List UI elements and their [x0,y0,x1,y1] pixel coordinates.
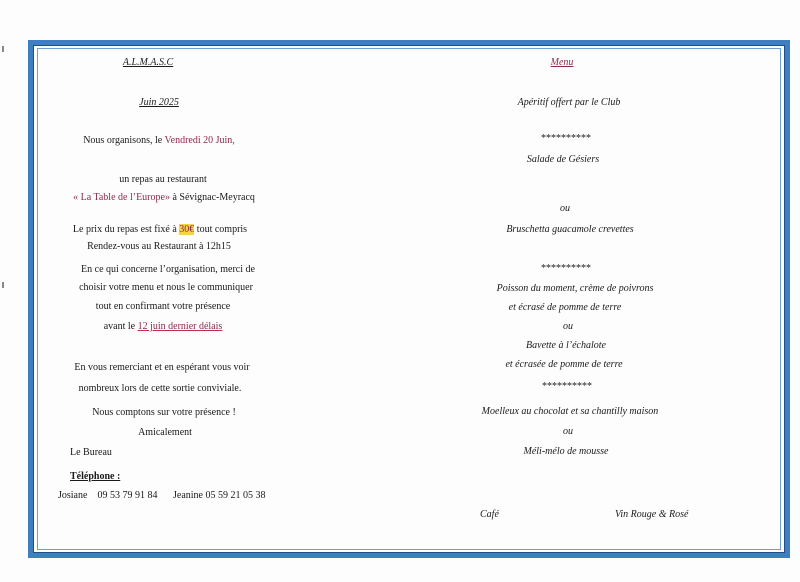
dessert-2: Méli-mélo de mousse [523,446,609,457]
event-date: Vendredi 20 Juin, [164,135,235,146]
main-1-line-1: Poisson du moment, crème de poivrons [496,283,654,294]
deadline-label: avant le [103,321,138,332]
price-suffix: tout compris [194,224,248,235]
scan-mark [2,282,4,288]
menu-title: Menu [550,57,574,68]
organisation-text-1: En ce qui concerne l’organisation, merci de [81,264,255,275]
organisation-text-3: tout en confirmant votre présence [95,301,231,312]
main-1-line-2: et écrasé de pomme de terre [508,302,622,313]
restaurant-name: « La Table de l’Europe» [73,192,170,203]
presence-text: Nous comptons sur votre présence ! [92,407,236,418]
event-announcement [83,135,235,147]
starter-1: Salade de Gésiers [526,154,600,165]
page-frame-inner [37,48,781,550]
wine: Vin Rouge & Rosé [615,509,689,520]
main-2-line-2: et écrasée de pomme de terre [505,359,623,370]
phone-label: Téléphone : [70,471,121,482]
organisation-text-2: choisir votre menu et nous le communiquer [79,282,253,293]
deadline-date: 12 juin dernier délais [137,321,223,332]
phone-josiane: Josiane 09 53 79 91 84 [58,490,158,501]
meeting-time: Rendez-vous au Restaurant à 12h15 [87,241,231,252]
price-line [73,224,247,236]
or-text: ou [563,321,573,332]
coffee: Café [480,509,499,520]
thanks-text-2: nombreux lors de cette sortie conviviale. [78,383,242,394]
phone-jeanine: Jeanine 05 59 21 05 38 [173,490,266,501]
separator: ********** [541,263,591,274]
thanks-text-1: En vous remerciant et en espérant vous voir [74,362,250,373]
separator: ********** [542,381,592,392]
separator: ********** [541,133,591,144]
starter-2: Bruschetta guacamole crevettes [506,224,634,235]
price-value: 30€ [179,224,195,235]
signature: Le Bureau [70,447,112,458]
price-label: Le prix du repas est fixé à [72,224,180,235]
announcement-text: Nous organisons, le [83,135,165,146]
scan-mark [2,46,4,52]
or-text: ou [563,426,573,437]
restaurant-line: un repas au restaurant [119,174,207,185]
main-2-line-1: Bavette à l’échalote [526,340,606,351]
or-text: ou [560,203,570,214]
document-date: Juin 2025 [139,97,179,108]
deadline-line [104,321,223,333]
dessert-1: Moelleux au chocolat et sa chantilly maison [481,406,659,417]
restaurant-name-line [73,192,255,204]
organization-name: A.L.M.A.S.C [122,57,174,68]
regards-text: Amicalement [138,427,192,438]
restaurant-location: à Sévignac-Meyracq [169,192,255,203]
aperitif: Apéritif offert par le Club [517,97,621,108]
